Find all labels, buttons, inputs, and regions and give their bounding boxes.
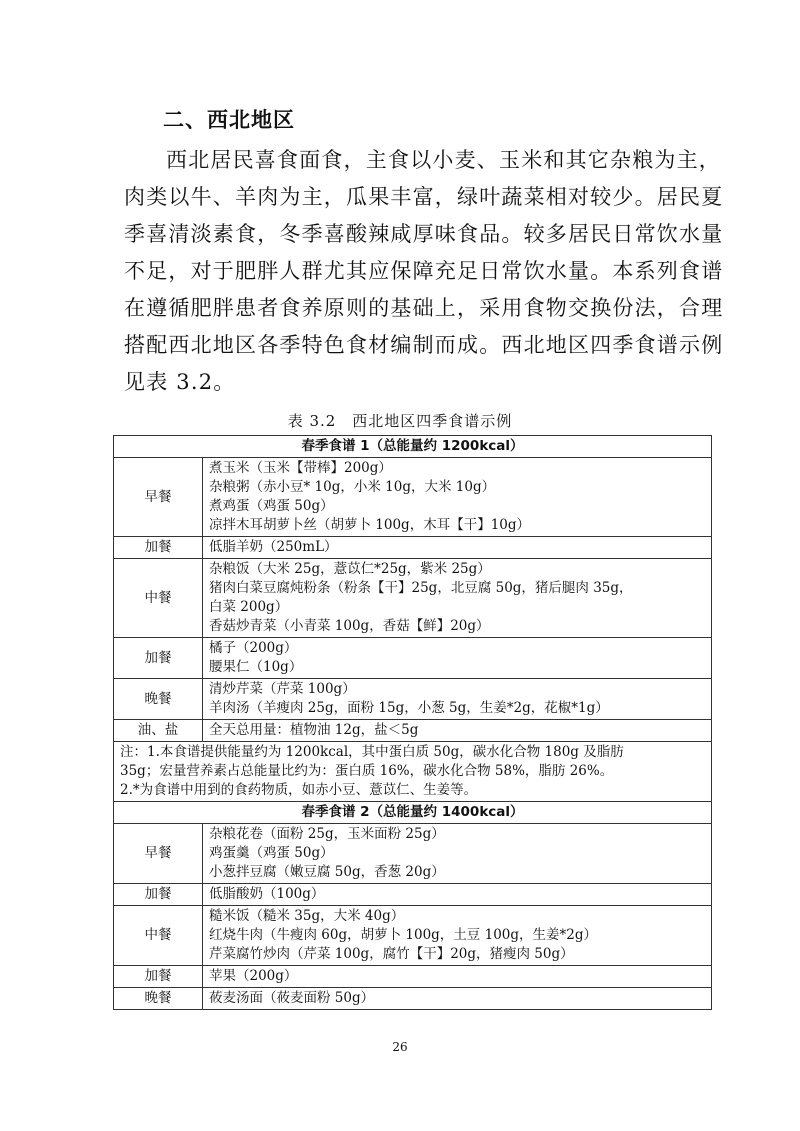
menu-title-row	[114, 802, 712, 824]
meal-item: 全天总用量：植物油 12g，盐＜5g	[209, 722, 419, 738]
table-caption: 表 3.2 西北地区四季食谱示例	[287, 412, 513, 430]
table-row	[114, 537, 712, 559]
meal-item: 红烧牛肉（牛瘦肉 60g，胡萝卜 100g，土豆 100g，生姜*2g）	[209, 927, 597, 943]
meal-items	[203, 458, 712, 537]
table-row	[114, 906, 712, 966]
meal-item: 煮玉米（玉米【带棒】200g）	[209, 460, 392, 476]
paragraph-line: 季喜清淡素食，冬季喜酸辣咸厚味食品。较多居民日常饮水量	[124, 222, 724, 246]
meal-label: 加餐	[114, 638, 203, 679]
meal-item: 腰果仁（10g）	[209, 659, 303, 675]
table-row	[114, 638, 712, 679]
meal-item: 羊肉汤（羊瘦肉 25g，面粉 15g，小葱 5g，生姜*2g，花椒*1g）	[209, 700, 609, 716]
meal-label: 中餐	[114, 906, 203, 966]
note-line: 2.*为食谱中用到的食药物质，如赤小豆、薏苡仁、生姜等。	[120, 782, 478, 798]
meal-label: 晚餐	[114, 679, 203, 720]
table-row	[114, 559, 712, 638]
meal-item: 低脂羊奶（250mL）	[209, 539, 338, 555]
notes-row	[114, 742, 712, 802]
meal-item: 杂粮饭（大米 25g，薏苡仁*25g，紫米 25g）	[209, 561, 491, 577]
menu-title-row	[114, 436, 712, 458]
section-paragraph	[124, 142, 724, 401]
meal-item: 清炒芹菜（芹菜 100g）	[209, 681, 356, 697]
menu-notes	[114, 742, 712, 802]
table-row	[114, 824, 712, 884]
paragraph-line: 搭配西北地区各季特色食材编制而成。西北地区四季食谱示例	[124, 333, 724, 357]
meal-items	[203, 720, 712, 742]
meal-item: 芹菜腐竹炒肉（芹菜 100g，腐竹【干】20g，猪瘦肉 50g）	[209, 946, 574, 962]
paragraph-line: 在遵循肥胖患者食养原则的基础上，采用食物交换份法，合理	[124, 296, 724, 320]
meal-items	[203, 824, 712, 884]
table-row	[114, 988, 712, 1010]
meal-item: 香菇炒青菜（小青菜 100g，香菇【鲜】20g）	[209, 618, 490, 634]
table-row	[114, 679, 712, 720]
meal-item: 杂粮花卷（面粉 25g，玉米面粉 25g）	[209, 826, 445, 842]
meal-items	[203, 638, 712, 679]
meal-item: 白菜 200g）	[209, 599, 289, 615]
meal-item: 糙米饭（糙米 35g，大米 40g）	[209, 908, 405, 924]
meal-label: 加餐	[114, 884, 203, 906]
meal-item: 煮鸡蛋（鸡蛋 50g）	[209, 498, 334, 514]
meal-label: 加餐	[114, 966, 203, 988]
paragraph-line: 肉类以牛、羊肉为主，瓜果丰富，绿叶蔬菜相对较少。居民夏	[124, 185, 724, 209]
meal-label: 中餐	[114, 559, 203, 638]
meal-item: 鸡蛋羹（鸡蛋 50g）	[209, 845, 334, 861]
meal-item: 小葱拌豆腐（嫩豆腐 50g，香葱 20g）	[209, 864, 445, 880]
meal-item: 杂粮粥（赤小豆* 10g，小米 10g，大米 10g）	[209, 479, 496, 495]
table-row	[114, 884, 712, 906]
meal-items	[203, 559, 712, 638]
menu-table	[113, 435, 712, 1010]
menu-title: 春季食谱 1（总能量约 1200kcal）	[114, 436, 712, 458]
section-heading: 二、西北地区	[163, 108, 295, 132]
meal-item: 低脂酸奶（100g）	[209, 886, 325, 902]
meal-item: 凉拌木耳胡萝卜丝（胡萝卜 100g，木耳【干】10g）	[209, 517, 531, 533]
note-line: 35g；宏量营养素占总能量比约为：蛋白质 16%，碳水化合物 58%，脂肪 26%。	[120, 763, 614, 779]
meal-items	[203, 988, 712, 1010]
meal-item: 橘子（200g）	[209, 640, 298, 656]
paragraph-line: 见表 3.2。	[124, 370, 236, 394]
meal-label: 早餐	[114, 458, 203, 537]
meal-item: 莜麦汤面（莜麦面粉 50g）	[209, 990, 375, 1006]
table-row	[114, 458, 712, 537]
meal-items	[203, 966, 712, 988]
meal-items	[203, 884, 712, 906]
meal-label: 油、盐	[114, 720, 203, 742]
paragraph-line: 西北居民喜食面食，主食以小麦、玉米和其它杂粮为主，	[166, 148, 721, 172]
meal-label: 加餐	[114, 537, 203, 559]
meal-items	[203, 679, 712, 720]
table-row	[114, 720, 712, 742]
meal-items	[203, 537, 712, 559]
meal-label: 早餐	[114, 824, 203, 884]
meal-item: 苹果（200g）	[209, 968, 298, 984]
meal-item: 猪肉白菜豆腐炖粉条（粉条【干】25g，北豆腐 50g，猪后腿肉 35g，	[209, 580, 633, 596]
note-line: 注：1.本食谱提供能量约为 1200kcal，其中蛋白质 50g，碳水化合物 180g 及脂肪	[120, 744, 624, 760]
page-number: 26	[392, 1040, 408, 1054]
paragraph-line: 不足，对于肥胖人群尤其应保障充足日常饮水量。本系列食谱	[124, 259, 724, 283]
menu-title: 春季食谱 2（总能量约 1400kcal）	[114, 802, 712, 824]
table-row	[114, 966, 712, 988]
meal-items	[203, 906, 712, 966]
meal-label: 晚餐	[114, 988, 203, 1010]
